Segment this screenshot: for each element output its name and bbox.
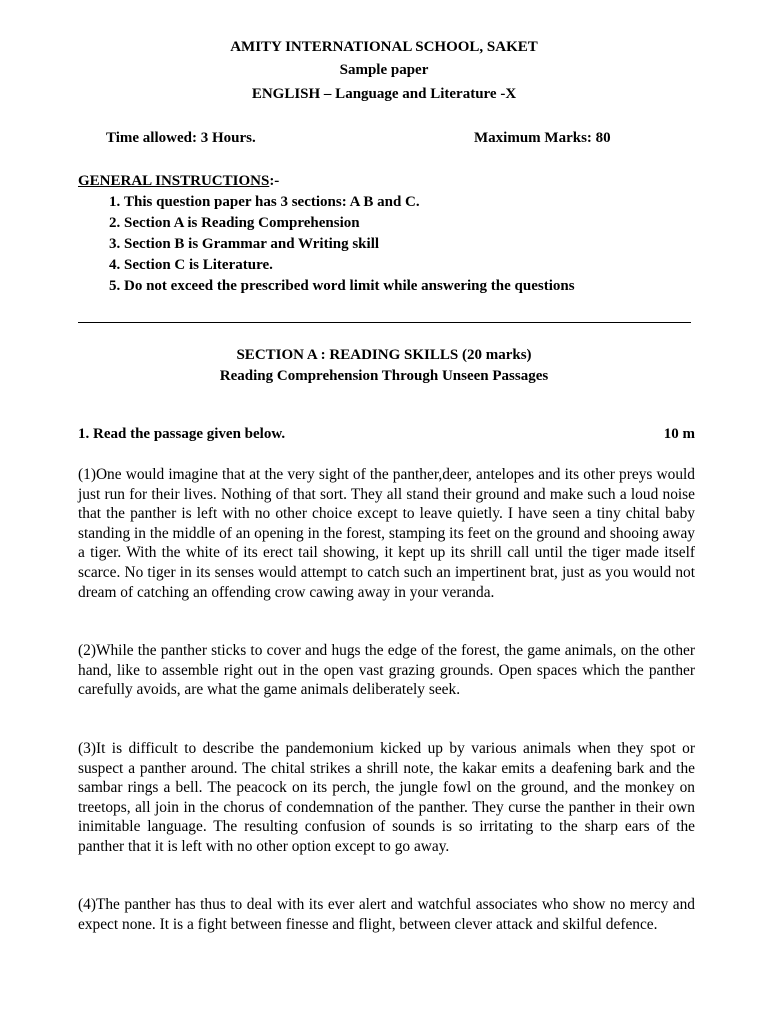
subject-title: ENGLISH – Language and Literature -X <box>251 86 517 102</box>
instruction-item: 1. This question paper has 3 sections: A B and C. <box>124 192 724 213</box>
instruction-item: 3. Section B is Grammar and Writing skill <box>124 234 724 255</box>
instructions-heading <box>78 173 279 190</box>
instruction-item: 2. Section A is Reading Comprehension <box>124 213 724 234</box>
passage-paragraph-4: (4)The panther has thus to deal with its ever alert and watchful associates who show no mercy and expect none. It is a fight between finesse and flight, between clever attack and skilful defence. <box>78 896 695 933</box>
instructions-list <box>78 192 724 297</box>
question-1-marks: 10 m <box>663 426 695 442</box>
passage-paragraph-3: (3)It is difficult to describe the pandemonium kicked up by various animals when they spot or suspect a panther around. The chital strikes a shrill note, the kakar emits a deafening bark and the sambar rings a bell. The peacock on its perch, the jungle fowl on the ground, and the monkey on treetops, all join in the chorus of condemnation of the panther. They curse the panther in their own inimitable language. The resulting confusion of sounds is so irritating to the sharp ears of the panther that it is left with no other option except to go away. <box>78 740 695 855</box>
instruction-item: 4. Section C is Literature. <box>124 255 724 276</box>
passage-paragraph-2: (2)While the panther sticks to cover and hugs the edge of the forest, the game animals, on the other hand, like to assemble right out in the open vast grazing grounds. Open spaces which the panther carefully avoids, are what the game animals deliberately seek. <box>78 642 695 699</box>
passage-paragraph-1: (1)One would imagine that at the very sight of the panther,deer, antelopes and its other preys would just run for their lives. Nothing of that sort. They all stand their ground and make such a loud noise that the panther is left with no other choice except to leave quietly. I have seen a tiny chital baby standing in the middle of an opening in the forest, stamping its feet on the ground and shooing away a tiger. With the white of its erect tail showing, it kept up its shrill call until the tiger made itself scarce. No tiger in its senses would attempt to catch such an impertinent brat, just as you would not dream of catching an offending crow cawing away in your veranda. <box>78 466 695 601</box>
instructions-heading-suffix: :- <box>269 173 280 189</box>
school-name: AMITY INTERNATIONAL SCHOOL, SAKET <box>230 39 538 55</box>
maximum-marks: Maximum Marks: 80 <box>474 130 611 146</box>
instruction-item: 5. Do not exceed the prescribed word limit while answering the questions <box>124 276 724 297</box>
paper-type: Sample paper <box>339 62 429 78</box>
time-allowed: Time allowed: 3 Hours. <box>106 130 256 146</box>
divider-line <box>78 322 691 323</box>
section-a-title: SECTION A : READING SKILLS (20 marks) <box>236 347 532 363</box>
section-a-subtitle: Reading Comprehension Through Unseen Passages <box>219 368 549 384</box>
instructions-heading-text: GENERAL INSTRUCTIONS <box>78 173 270 189</box>
question-1-text: 1. Read the passage given below. <box>78 426 286 442</box>
